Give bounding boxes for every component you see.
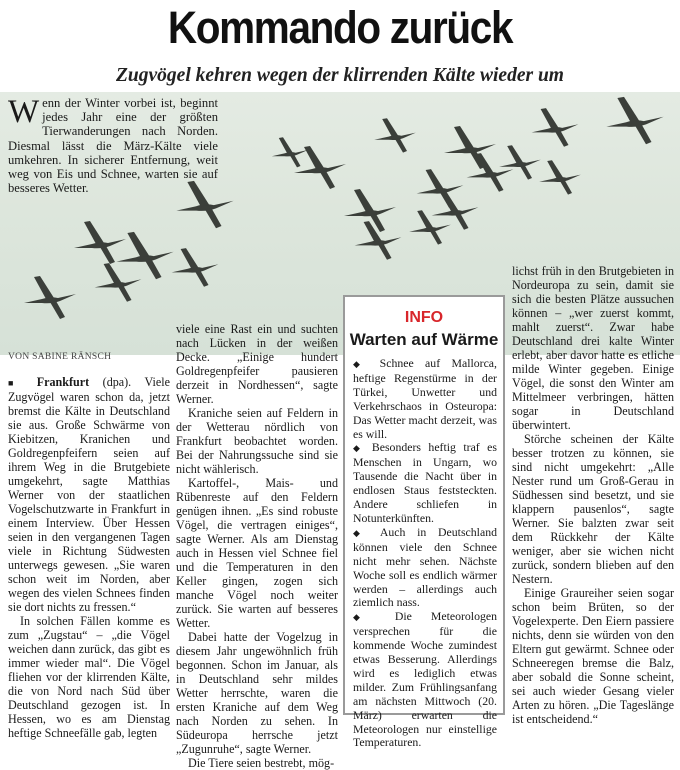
article-column-1 [8, 375, 170, 740]
headline: Kommando zurück [167, 2, 513, 53]
info-item-text: Auch in Deutschland können viele den Schnee nicht mehr sehen. Nächste Woche soll es endlich wärmer werden – allerdings auch ziemlich nass. [353, 524, 497, 610]
article-paragraph: Kraniche seien auf Feldern in der Wetterau nördlich von Frankfurt beobachtet worden. Bei der Nahrungssuche sind sie nicht wählerisch. [176, 406, 338, 476]
article-paragraph: Einige Graureiher seien sogar schon beim Brüten, so der Vogelexperte. Den Eiern passiere nichts, denn sie würden von den Eltern gut gewärmt. Schnee oder Schneeregen bremse die Balz, aber sobald die Sonne scheint, sei auch wieder Gesang vieler Arten zu hören. „Die Tageslänge ist entscheidend.“ [512, 586, 674, 726]
crane-silhouette [606, 97, 663, 144]
article-paragraph: In solchen Fällen komme es zum „Zugstau“ – „die Vögel weichen dann zurück, das gibt es immer wieder mal“. Die Vögel fliehen vor der klirrenden Kälte, die von Nord nach Süd über Deutschland gezogen ist. In Hessen, wo es am Dienstag heftige Schneefälle gab, legten [8, 614, 170, 740]
article-paragraph: Dabei hatte der Vogelzug in diesem Jahr ungewöhnlich früh begonnen. Schon im Januar, als in Deutschland sehr mildes Wetter herrschte, waren die ersten Kraniche auf dem Weg nach Norden zu sehen. In Südeuropa herrsche jetzt „Zugunruhe“, sagte Werner. [176, 630, 338, 756]
info-item-text: Schnee auf Mallorca, heftige Regenstürme in der Türkei, Unwetter und Verkehrschaos in Osteuropa: Das Wetter macht derzeit, was es will. [353, 356, 497, 441]
subheadline: Zugvögel kehren wegen der klirrenden Kälte wieder um [116, 65, 564, 86]
article-text: (dpa). Viele Zugvögel waren schon da, jetzt bremst die Kälte in Deutschland sie aus. Große Schwärme von Kiebitzen, Kranichen und Goldregenpfeifern seien auf ihrem Weg in die Brutgebiete umgekehrt, sagte Matthias Werner von der staatlichen Vogelschutzwarte in Frankfurt in einem Interview. Über Hessen seien in den vergangenen Tagen viele in Richtung Südwesten unterwegs gewesen. „Sie waren schon weit im Norden, aber wegen des vielen Schnees finden sie dort nichts zu fressen.“ [8, 375, 170, 614]
article-column-2 [176, 322, 338, 770]
crane-silhouette [499, 145, 541, 179]
crane-silhouette [374, 118, 416, 152]
info-title: Warten auf Wärme [349, 330, 499, 349]
info-item [353, 610, 497, 750]
crane-silhouette [172, 248, 219, 287]
article-paragraph [8, 375, 170, 614]
bullet-icon: ◆ [353, 359, 369, 369]
dateline: Frankfurt [36, 375, 90, 389]
info-item [353, 441, 497, 525]
lead-text: enn der Winter vorbei ist, beginnt jedes Jahr eine der größten Tierwanderungen nach Norden. Diesmal lässt die März-Kälte viele umkehren. In sicherer Entfernung, weit weg von Eis und Schnee, warten sie auf besseres Wetter. [8, 96, 218, 196]
crane-silhouette [95, 263, 142, 302]
article-paragraph: lichst früh in den Brutgebieten in Nordeuropa zu sein, damit sie sich die besten Plätze aussuchen können – „wer zuerst kommt, mahlt zuerst“. Zwar habe Deutschland drei kalte Winter erlebt, aber davor hatte es etliche milde Winter gegeben. Einige Vögel, die sonst den Winter am Mittelmeer verbringen, hätten sogar in Deutschland überwintert. [512, 264, 674, 432]
info-item [353, 357, 497, 441]
info-box [343, 295, 505, 750]
article-paragraph: Kartoffel-, Mais- und Rübenreste auf den Feldern genügen ihnen. „Es sind robuste Vögel, die vertragen einiges“, sagte Werner. Als am Dienstag auch in Hessen viel Schnee fiel und die Temperaturen in den Keller gingen, zogen sich manche Vögel noch weiter zurück. Sie warten auf besseres Wetter. [176, 476, 338, 630]
bullet-icon: ◆ [353, 612, 376, 623]
article-column-4 [512, 264, 674, 726]
crane-silhouette [539, 160, 581, 194]
article-paragraph: viele eine Rast ein und suchten nach Lücken in der weißen Decke. „Einige hundert Goldregenpfeifer pausieren derzeit in Nordhessen“, sagte Werner. [176, 322, 338, 406]
article-paragraph: Störche scheinen der Kälte besser trotzen zu können, sie sind nicht umgekehrt: „Alle Nester rund um Groß-Gerau in Südhessen sind besetzt, und sie klappern pausenlos“, sagte Werner. Sie balzten zwar seit dem Rückkehr der Kälte weniger, aber sie wichen nicht zurück, sondern blieben auf den Nestern. [512, 432, 674, 586]
crane-silhouette [116, 232, 173, 279]
crane-silhouette [74, 221, 126, 264]
info-tag: INFO [404, 309, 444, 326]
article-paragraph: Die Tiere seien bestrebt, mög- [188, 756, 335, 770]
crane-silhouette [444, 126, 496, 169]
byline: VON SABINE RÄNSCH [8, 352, 112, 362]
dateline-marker: ■ [8, 378, 37, 388]
bullet-icon: ◆ [353, 443, 365, 454]
crane-silhouette [417, 169, 464, 208]
crane-silhouette [467, 153, 514, 192]
info-item-text: Die Meteorologen versprechen für die kommende Woche zumindest etwas Besserung. Allerdings wird es lediglich etwas milder. Zum Frühlingsanfang am nächsten Mittwoch (20. März) erwarten die Meteorologen nur einstellige Temperaturen. [353, 609, 498, 750]
info-item-text: Besonders heftig traf es Menschen in Ungarn, wo Tausende die Nacht über in endlosen Staus feststeckten. Andere schliefen in Notunterkünften. [353, 440, 497, 525]
crane-silhouette [532, 108, 579, 147]
info-item [353, 526, 497, 610]
info-body [345, 357, 503, 750]
lead-dropcap: W [8, 94, 40, 130]
bullet-icon: ◆ [353, 527, 369, 538]
crane-silhouette [272, 137, 308, 167]
crane-silhouette [432, 191, 479, 230]
lead-paragraph [8, 96, 218, 195]
crane-silhouette [24, 276, 76, 319]
